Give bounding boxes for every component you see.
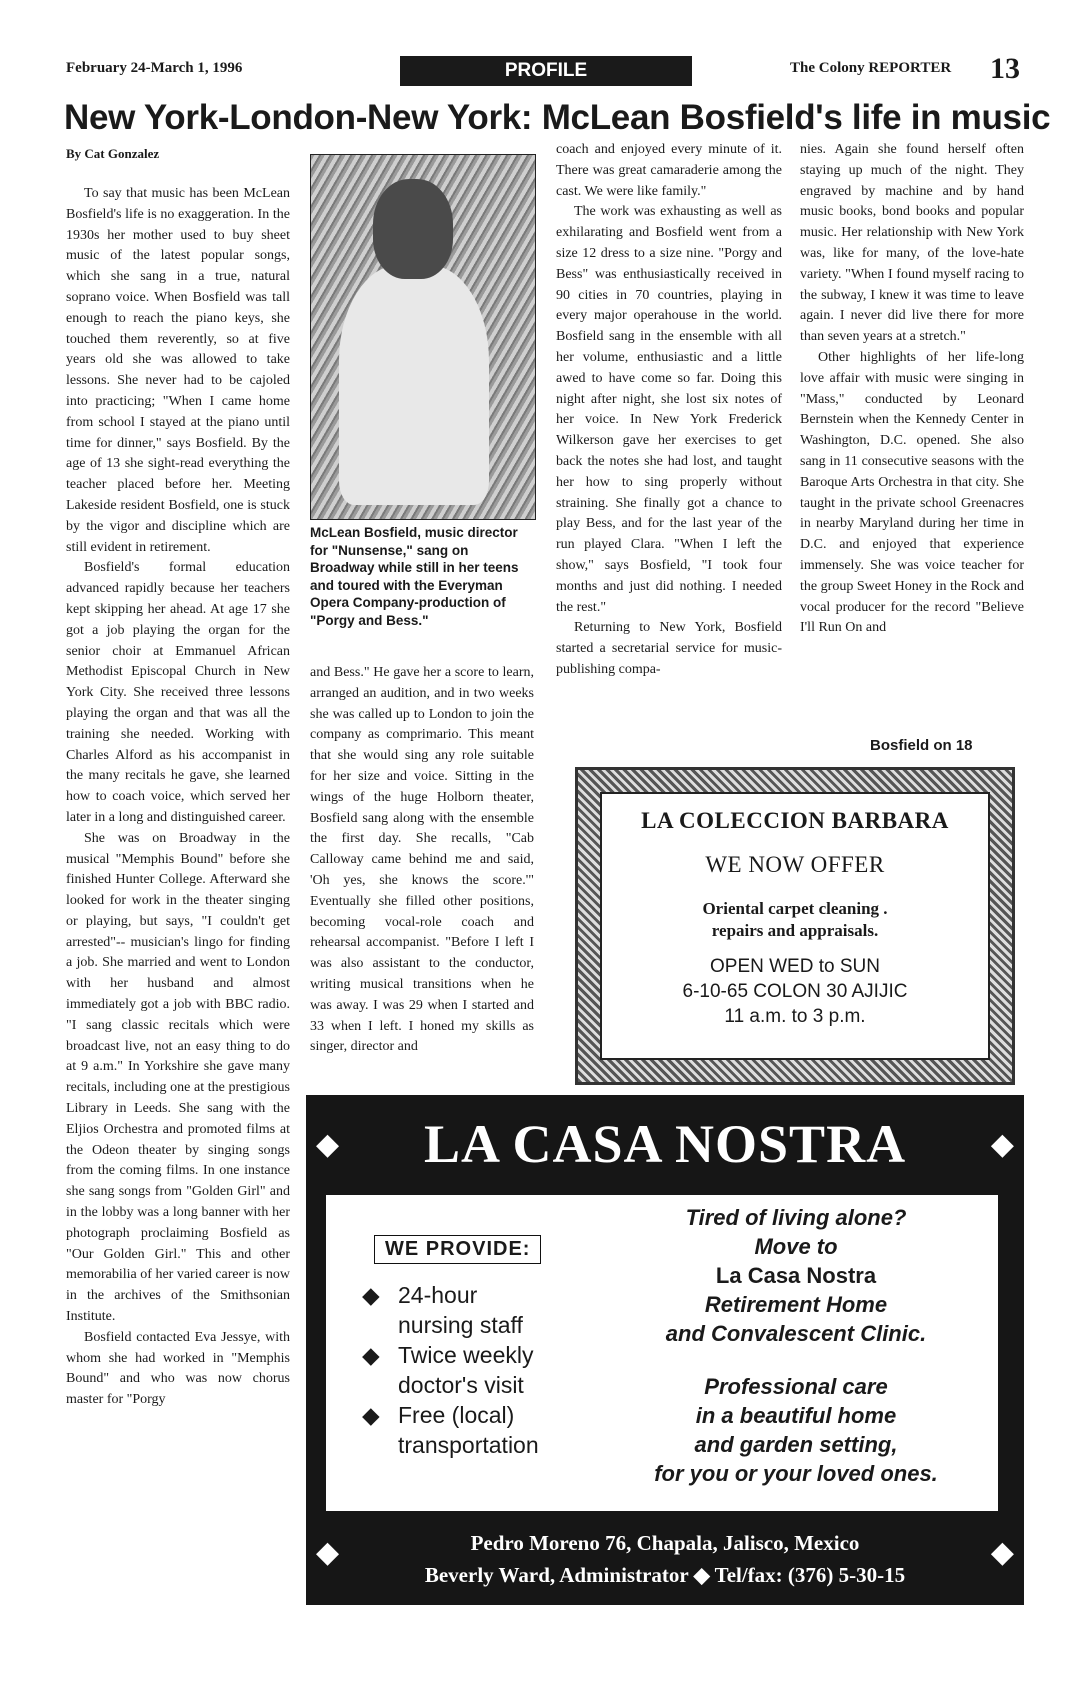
page-number: 13 [990, 52, 1020, 85]
ad-service-line: repairs and appraisals. [711, 921, 879, 940]
diamond-icon: ◆ [316, 1536, 340, 1569]
ad-la-casa-nostra [306, 1095, 1024, 1605]
list-item: ◆ Twice weekly [362, 1342, 534, 1368]
pitch-line: Professional care [704, 1374, 888, 1399]
paragraph: The work was exhausting as well as exhilarating and Bosfield went from a size 12 dress to a size nine. "Porgy and Bess" was enthusiastically received in 90 cities in 70 countries, playing in every major operahouse in the world. Bosfield sang in the ensemble with all her volume, enthusiastic and a little awed to have come so far. Doing this night after night, she lost six notes of her voice. In New York Frederick Wilkerson gave her exercises to get back the notes she had lost, and taught her how to sing properly without straining. She finally got a chance to play Bess, and for the last year of the run played Clara. "When I left the show," says Bosfield, "I took four months and just did nothing. I needed the rest." [556, 204, 782, 615]
pitch-line: Tired of living alone? [685, 1205, 907, 1230]
ad-title: LA CASA NOSTRA [423, 1114, 907, 1174]
pitch-line: and Convalescent Clinic. [665, 1321, 927, 1346]
diamond-bullet-icon: ◆ [362, 1282, 380, 1308]
article-headline: New York-London-New York: McLean Bosfield's life in music [64, 98, 1051, 137]
section-banner: PROFILE [400, 56, 692, 86]
article-column-4 [800, 140, 1024, 639]
diamond-bullet-icon: ◆ [362, 1402, 380, 1428]
ad-time-line: 11 a.m. to 3 p.m. [724, 1006, 866, 1027]
ad-administrator: Beverly Ward, Administrator [424, 1563, 689, 1587]
ad-contact [306, 1559, 1024, 1591]
ad-service-line: Oriental carpet cleaning . [702, 899, 888, 918]
ad-hours [602, 954, 988, 1029]
diamond-icon: ◆ [316, 1128, 340, 1161]
diamond-icon: ◆ [693, 1563, 715, 1587]
ad-footer [306, 1527, 1024, 1591]
we-provide-label: WE PROVIDE: [374, 1235, 541, 1264]
pitch-line: for you or your loved ones. [654, 1461, 938, 1486]
paragraph: coach and enjoyed every minute of it. There was great camaraderie among the cast. We were like family." [556, 142, 782, 199]
pitch-line: Retirement Home [704, 1292, 888, 1317]
paragraph: She was on Broadway in the musical "Memphis Bound" before she finished Hunter College. Afterward she looked for work in the theater singing or playing, but says, "I couldn't get arrested"-- musician's lingo for finding a job. She married and went to London with her husband and almost immediately got a job with BBC radio. "I sang classic recitals which were broadcast live, not an easy thing to do at 9 a.m." In Yorkshire she gave many recitals, including one at the prestigious Library in Leeds. She sang with the Eljios Orchestra and promoted films at the Odeon theater by singing songs from the coming films. In one instance she sang songs from "Golden Girl" and in the lobby was a long banner with her photograph proclaiming Bosfield as "Our Golden Girl." This and other memorabilia of her varied career is now in the archives of the Smithsonian Institute. [66, 830, 290, 1325]
ad-inner-panel [600, 792, 990, 1060]
ad-hours-line: OPEN WED to SUN [710, 956, 880, 977]
ad-address: Pedro Moreno 76, Chapala, Jalisco, Mexico [470, 1531, 860, 1555]
ad-title: LA COLECCION BARBARA [641, 808, 949, 833]
paragraph: Other highlights of her life-long love affair with music were singing in "Mass," conducted by Leonard Bernstein when the Kennedy Center in Washington, D.C. opened. She also sang in 11 consecutive seasons with the Baroque Arts Orchestra in that city. She taught in the private school Greenacres in nearby Maryland during her time in D.C. and enjoyed that experience immensely. She was voice teacher for the group Sweet Honey in the Rock and vocal producer for the record "Believe I'll Run On and [800, 349, 1024, 636]
newspaper-name: The Colony REPORTER [790, 60, 952, 76]
article-byline: By Cat Gonzalez [66, 146, 160, 161]
paragraph: nies. Again she found herself often staying up much of the night. They engraved by machine and by hand music books, bond books and popular music. Her relationship with New York was, like for many, of the love-hate variety. "When I found myself racing to the subway, I knew it was time to leave again. I never did live there for more than seven years at a stretch." [800, 142, 1024, 345]
ad-address-line: 6-10-65 COLON 30 AJIJIC [682, 981, 908, 1002]
ad-coleccion-barbara [575, 767, 1015, 1085]
list-item: ◆ Free (local) [362, 1402, 515, 1428]
pitch-line: Move to [754, 1234, 838, 1259]
list-item-continued: nursing staff [398, 1312, 523, 1338]
list-item: ◆ 24-hour [362, 1282, 478, 1308]
diamond-bullet-icon: ◆ [362, 1342, 380, 1368]
services-list [362, 1281, 539, 1461]
continued-jump-line: Bosfield on 18 [870, 737, 973, 754]
diamond-icon: ◆ [990, 1536, 1014, 1569]
list-item-continued: transportation [398, 1432, 539, 1458]
paragraph: To say that music has been McLean Bosfield's life is no exaggeration. In the 1930s her mother used to buy sheet music of the latest popular songs, which she sang in a true, natural soprano voice. When Bosfield was tall enough to reach the piano keys, she touched them reverently, so at five years old she was allowed to take lessons. She never had to be cajoled into practicing; "When I came home from school I stayed at the piano until time for dinner," says Bosfield. By the age of 13 she sight-read everything the teacher placed before her. Meeting Lakeside resident Bosfield, one is stuck by the vigor and discipline which are still evident in retirement. [66, 186, 290, 555]
ad-content-panel [326, 1195, 998, 1511]
pitch-line: and garden setting, [694, 1432, 898, 1457]
photo-subject-shawl [339, 265, 489, 505]
paragraph: and Bess." He gave her a score to learn, arranged an audition, and in two weeks she was called up to London to join the company as comprimario. This meant that she would sing any role suitable for her size and voice. Sitting in the wings of the huge Holborn theater, Bosfield sang along with the ensemble the first day. She recalls, "Cab Calloway came behind me and said, 'Oh yes, she knows the score.'" Eventually she filled other positions, becoming vocal-role coach and rehearsal accompanist. "Before I left I was also assistant to the conductor, writing musical transitions when he was away. I was 29 when I started and 33 when I left. I honed my skills as singer, director and [310, 665, 534, 1055]
diamond-icon: ◆ [990, 1128, 1014, 1161]
pitch-line: in a beautiful home [695, 1403, 897, 1428]
article-column-2 [310, 663, 534, 1058]
ad-offer: WE NOW OFFER [705, 852, 885, 877]
list-item-continued: doctor's visit [398, 1372, 524, 1398]
paragraph: Returning to New York, Bosfield started a secretarial service for music-publishing compa- [556, 620, 782, 677]
photo-caption: McLean Bosfield, music director for "Nunsense," sang on Broadway while still in her teens and toured with the Everyman Opera Company-production of "Porgy and Bess." [310, 525, 519, 628]
issue-date: February 24-March 1, 1996 [66, 60, 243, 76]
ad-pitch [626, 1203, 966, 1488]
paragraph: Bosfield contacted Eva Jessye, with whom she had worked in "Memphis Bound" and who was now chorus master for "Porgy [66, 1329, 290, 1408]
article-column-3 [556, 140, 782, 681]
photo-subject-face [373, 179, 453, 279]
article-column-1 [66, 184, 290, 1411]
ad-services [602, 898, 988, 942]
paragraph: Bosfield's formal education advanced rapidly because her teachers kept skipping her ahead. At age 17 she got a job playing the organ for the senior choir at Emmanuel African Methodist Episcopal Church in New York City. She received three lessons playing the organ and that was all the training she needed. Working with Charles Alford as his accompanist in the many recitals he gave, she learned how to coach voice, which served her later in a long and distinguished career. [66, 560, 290, 825]
ad-phone: Tel/fax: (376) 5-30-15 [714, 1563, 906, 1587]
portrait-photo [310, 154, 536, 520]
pitch-line: La Casa Nostra [715, 1263, 877, 1288]
